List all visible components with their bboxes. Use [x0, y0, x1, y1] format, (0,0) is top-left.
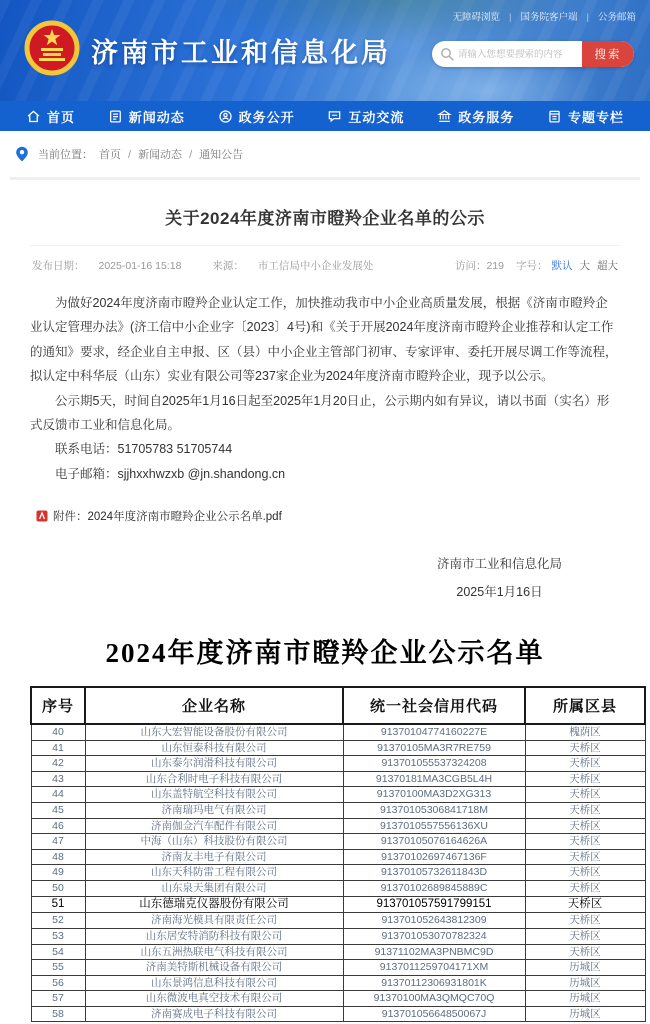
company-name-cell: 济南赛成电子科技有限公司 [85, 1006, 343, 1022]
seq-cell: 48 [31, 849, 85, 865]
table-row [31, 787, 645, 803]
font-size-label: 字号： [516, 260, 548, 272]
table-row [31, 849, 645, 865]
column-icon [547, 109, 562, 124]
company-table [30, 686, 646, 1022]
district-cell: 天桥区 [525, 849, 645, 865]
service-icon [437, 109, 452, 124]
contact-email: 电子邮箱：sjjhxxhwzxb @jn.shandong.cn [55, 466, 286, 481]
nav-label: 新闻动态 [128, 109, 185, 125]
credit-code-cell: 91370104774160227E [343, 724, 525, 740]
company-name-cell: 山东五洲热联电气科技有限公司 [85, 944, 343, 960]
table-row [31, 944, 645, 960]
seq-cell: 56 [31, 975, 85, 991]
font-size-option-large[interactable]: 大 [579, 260, 590, 272]
credit-code-cell: 91371102MA3PNBMC9D [343, 944, 525, 960]
news-icon [108, 109, 123, 124]
seq-cell: 50 [31, 880, 85, 896]
breadcrumb-item-home[interactable]: 首页 / [99, 146, 138, 162]
site-banner [0, 0, 650, 101]
table-header-row [31, 687, 645, 724]
nav-item-special-columns[interactable] [547, 107, 624, 126]
table-section [30, 631, 620, 1024]
company-name-cell: 山东景鸿信息科技有限公司 [85, 975, 343, 991]
district-cell: 历城区 [525, 991, 645, 1007]
main-nav [0, 101, 650, 131]
publish-date: 发布日期： 2025-01-16 15:18 [32, 260, 182, 272]
credit-code-cell: 91370100MA3D2XG313 [343, 787, 525, 803]
seq-cell: 40 [31, 724, 85, 740]
font-size-option-xlarge[interactable]: 超大 [597, 260, 618, 272]
seq-cell: 57 [31, 991, 85, 1007]
credit-code-cell: 91370105MA3R7RE759 [343, 740, 525, 756]
seq-cell: 51 [31, 896, 85, 913]
table-row [31, 913, 645, 929]
table-header-credit-code: 统一社会信用代码 [343, 687, 525, 724]
credit-code-cell: 91370102689845889C [343, 880, 525, 896]
table-header-seq: 序号 [31, 687, 85, 724]
attachment-link[interactable]: 2024年度济南市瞪羚企业公示名单.pdf [87, 511, 282, 523]
company-name-cell: 山东微波电真空技术有限公司 [85, 991, 343, 1007]
nav-label: 政务服务 [458, 109, 515, 125]
seq-cell: 54 [31, 944, 85, 960]
visit-count: 访问：219 [454, 260, 504, 272]
nav-item-interaction[interactable] [327, 107, 404, 126]
seq-cell: 55 [31, 960, 85, 976]
nav-item-news[interactable] [108, 107, 185, 126]
gov-client-link[interactable]: 国务院客户端 | [521, 9, 598, 23]
signature-block [30, 554, 620, 601]
district-cell: 天桥区 [525, 756, 645, 772]
seq-cell: 49 [31, 865, 85, 881]
table-row [31, 880, 645, 896]
company-name-cell: 济南海光模具有限责任公司 [85, 913, 343, 929]
company-name-cell: 山东德瑞克仪器股份有限公司 [85, 896, 343, 913]
table-row [31, 960, 645, 976]
table-row [31, 834, 645, 850]
seq-cell: 41 [31, 740, 85, 756]
credit-code-cell: 91370105664850067J [343, 1006, 525, 1022]
credit-code-cell: 91370105732611843D [343, 865, 525, 881]
nav-item-home[interactable] [26, 107, 75, 126]
nav-label: 首页 [47, 109, 76, 125]
company-name-cell: 济南伽佥汽车配件有限公司 [85, 818, 343, 834]
credit-code-cell: 91370181MA3CGB5L4H [343, 771, 525, 787]
table-row [31, 1006, 645, 1022]
company-name-cell: 山东泉天集团有限公司 [85, 880, 343, 896]
district-cell: 天桥区 [525, 865, 645, 881]
nav-label: 互动交流 [348, 109, 405, 125]
table-row [31, 724, 645, 740]
paragraph-intro: 为做好2024年度济南市瞪羚企业认定工作，加快推动我市中小企业高质量发展，根据《济南市瞪羚企业认定管理办法》(济工信中小企业字〔2023〕4号)和《关于开展2024年度济南市瞪羚企业推荐和认定工作的通知》要求，经企业自主申报、区（县）中小企业主管部门初审、专家评审、委托开展尽调工作等流程，拟认定中科华辰（山东）实业有限公司等237家企业为2024年度济南市瞪羚企业，现予以公示。 [30, 296, 618, 384]
seq-cell: 44 [31, 787, 85, 803]
credit-code-cell: 91370112306931801K [343, 975, 525, 991]
credit-code-cell: 913701053070782324 [343, 928, 525, 944]
table-row [31, 865, 645, 881]
seq-cell: 58 [31, 1006, 85, 1022]
utility-links [453, 9, 636, 23]
district-cell: 槐荫区 [525, 724, 645, 740]
location-pin-icon [15, 146, 29, 162]
nav-item-disclosure[interactable] [218, 107, 295, 126]
table-row [31, 896, 645, 913]
search-button[interactable]: 搜索 [582, 41, 634, 67]
table-body [31, 724, 645, 1022]
district-cell: 天桥区 [525, 913, 645, 929]
table-row [31, 771, 645, 787]
signature-date: 2025年1月16日 [456, 585, 543, 599]
seq-cell: 46 [31, 818, 85, 834]
article-meta [30, 245, 620, 285]
attachment-label: 附件： [53, 511, 88, 523]
seq-cell: 45 [31, 802, 85, 818]
company-name-cell: 济南友丰电子有限公司 [85, 849, 343, 865]
breadcrumb-prefix: 当前位置： [38, 149, 93, 161]
seq-cell: 53 [31, 928, 85, 944]
district-cell: 历城区 [525, 1006, 645, 1022]
search-icon [440, 47, 454, 61]
table-row [31, 802, 645, 818]
article-meta-right [443, 258, 618, 273]
district-cell: 天桥区 [525, 802, 645, 818]
table-row [31, 818, 645, 834]
company-name-cell: 山东恒泰科技有限公司 [85, 740, 343, 756]
district-cell: 天桥区 [525, 944, 645, 960]
credit-code-cell: 91370105076164626A [343, 834, 525, 850]
table-row [31, 756, 645, 772]
company-name-cell: 山东大宏智能设备股份有限公司 [85, 724, 343, 740]
nav-item-services[interactable] [437, 107, 514, 126]
site-title: 济南市工业和信息化局 [91, 38, 391, 68]
pdf-icon [36, 510, 48, 522]
table-row [31, 740, 645, 756]
district-cell: 天桥区 [525, 896, 645, 913]
seq-cell: 43 [31, 771, 85, 787]
district-cell: 天桥区 [525, 928, 645, 944]
site-search [432, 41, 634, 67]
article-title: 关于2024年度济南市瞪羚企业名单的公示 [165, 209, 485, 228]
interaction-icon [327, 109, 342, 124]
company-name-cell: 山东合利时电子科技有限公司 [85, 771, 343, 787]
table-header-district: 所属区县 [525, 687, 645, 724]
search-input[interactable] [454, 49, 582, 60]
site-brand[interactable] [24, 20, 391, 81]
credit-code-cell: 91370105306841718M [343, 802, 525, 818]
home-icon [26, 109, 41, 124]
breadcrumb [0, 131, 650, 177]
company-name-cell: 济南瑞玛电气有限公司 [85, 802, 343, 818]
article-meta-left [32, 258, 401, 273]
nav-label: 政务公开 [238, 109, 295, 125]
seq-cell: 47 [31, 834, 85, 850]
paragraph-period: 公示期5天，时间自2025年1月16日起至2025年1月20日止，公示期内如有异议，请以书面（实名）形式反馈市工业和信息化局。 [30, 393, 610, 432]
credit-code-cell: 913701052643812309 [343, 913, 525, 929]
table-row [31, 991, 645, 1007]
district-cell: 天桥区 [525, 771, 645, 787]
credit-code-cell: 913701055537324208 [343, 756, 525, 772]
credit-code-cell: 9137010557556136XU [343, 818, 525, 834]
company-name-cell: 济南美特斯机械设备有限公司 [85, 960, 343, 976]
credit-code-cell: 91370100MA3QMQC70Q [343, 991, 525, 1007]
table-title: 2024年度济南市瞪羚企业公示名单 [105, 638, 545, 668]
district-cell: 历城区 [525, 975, 645, 991]
district-cell: 天桥区 [525, 880, 645, 896]
nav-label: 专题专栏 [567, 109, 624, 125]
table-row [31, 975, 645, 991]
district-cell: 天桥区 [525, 787, 645, 803]
company-name-cell: 山东盖特航空科技有限公司 [85, 787, 343, 803]
company-name-cell: 山东泰尔润滑科技有限公司 [85, 756, 343, 772]
attachment-row [36, 508, 620, 524]
table-row [31, 928, 645, 944]
credit-code-cell: 9137011259704171XM [343, 960, 525, 976]
district-cell: 天桥区 [525, 834, 645, 850]
contact-phone: 联系电话：51705783 51705744 [55, 442, 233, 457]
national-emblem [24, 20, 80, 81]
credit-code-cell: 913701057591799151 [343, 896, 525, 913]
district-cell: 历城区 [525, 960, 645, 976]
font-size-option-default[interactable]: 默认 [551, 260, 573, 272]
disclosure-icon [218, 109, 233, 124]
table-header-company: 企业名称 [85, 687, 343, 724]
official-mail-link[interactable]: 公务邮箱 [597, 12, 636, 23]
credit-code-cell: 91370102697467136F [343, 849, 525, 865]
font-size-options [552, 258, 619, 273]
district-cell: 天桥区 [525, 818, 645, 834]
article-source: 来源： 市工信局中小企业发展处 [212, 260, 374, 272]
company-name-cell: 山东天科防雷工程有限公司 [85, 865, 343, 881]
content-divider [10, 177, 640, 180]
company-name-cell: 山东居安特消防科技有限公司 [85, 928, 343, 944]
accessibility-link[interactable]: 无障碍浏览 | [453, 9, 521, 23]
article [0, 204, 650, 1024]
breadcrumb-item-notices[interactable]: 通知公告 [199, 149, 244, 161]
company-name-cell: 中海（山东）科技股份有限公司 [85, 834, 343, 850]
seq-cell: 52 [31, 913, 85, 929]
signature-org: 济南市工业和信息化局 [436, 557, 562, 571]
article-body [30, 291, 620, 486]
district-cell: 天桥区 [525, 740, 645, 756]
breadcrumb-item-news[interactable]: 新闻动态 / [138, 146, 199, 162]
seq-cell: 42 [31, 756, 85, 772]
